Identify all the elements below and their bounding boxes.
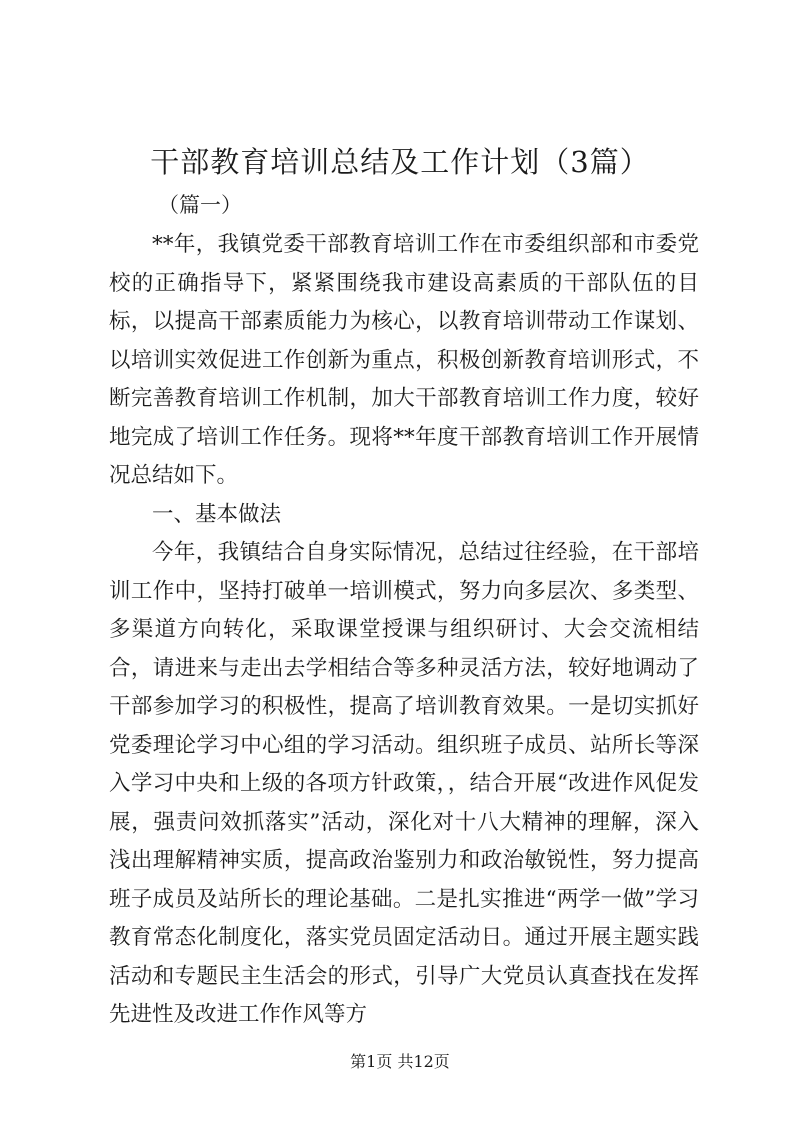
paragraph-practices: 今年，我镇结合自身实际情况，总结过往经验，在干部培训工作中，坚持打破单一培训模式，努力向多层次、多类型、多渠道方向转化，采取课堂授课与组织研讨、大会交流相结合，请进来与走出去学相结合等多种灵活方法，较好地调动了干部参加学习的积极性，提高了培训教育效果。一是切实抓好党委理论学习中心组的学习活动。组织班子成员、站所长等深入学习中央和上级的各项方针政策，，结合开展“改进作风促发展，强责问效抓落实”活动，深化对十八大精神的理解，深入浅出理解精神实质，提高政治鉴别力和政治敏锐性，努力提高班子成员及站所长的理论基础。二是扎实推进“两学一做”学习教育常态化制度化，落实党员固定活动日。通过开展主题实践活动和专题民主生活会的形式，引导广大党员认真查找在发挥先进性及改进工作作风等方 <box>109 540 699 1027</box>
document-body <box>109 226 699 1035</box>
document-title: 干部教育培训总结及工作计划（3篇） <box>150 145 650 179</box>
part-label: （篇一） <box>158 193 242 217</box>
section-heading: 一、基本做法 <box>152 501 282 527</box>
paragraph-intro: **年，我镇党委干部教育培训工作在市委组织部和市委党校的正确指导下，紧紧围绕我市建设高素质的干部队伍的目标，以提高干部素质能力为核心，以教育培训带动工作谋划、以培训实效促进工作创新为重点，积极创新教育培训形式，不断完善教育培训工作机制，加大干部教育培训工作力度，较好地完成了培训工作任务。现将**年度干部教育培训工作开展情况总结如下。 <box>109 232 699 488</box>
page-footer: 第1页 共12页 <box>350 1052 450 1071</box>
